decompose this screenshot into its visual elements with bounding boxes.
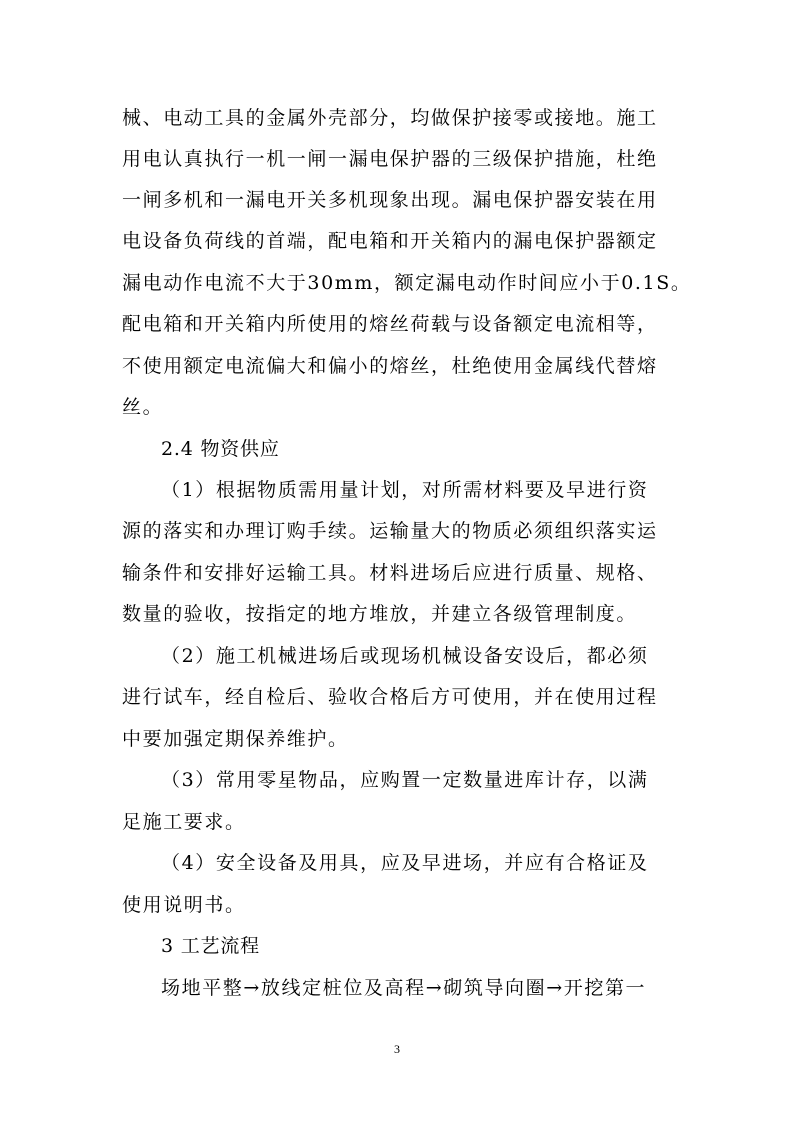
page-number: 3 xyxy=(394,1042,400,1056)
paragraph-line: 用电认真执行一机一闸一漏电保护器的三级保护措施，杜绝 xyxy=(122,148,658,170)
paragraph-line: （2）施工机械进场后或现场机械设备安设后，都必须 xyxy=(161,645,649,667)
paragraph-line: 械、电动工具的金属外壳部分，均做保护接零或接地。施工 xyxy=(122,107,658,129)
paragraph-line: 电设备负荷线的首端，配电箱和开关箱内的漏电保护器额定 xyxy=(122,230,658,252)
paragraph-line: 使用说明书。 xyxy=(122,894,246,916)
paragraph-line: （1）根据物质需用量计划，对所需材料要及早进行资 xyxy=(161,479,649,501)
paragraph-line: 进行试车，经自检后、验收合格后方可使用，并在使用过程 xyxy=(122,686,658,708)
paragraph-line: 场地平整→放线定桩位及高程→砌筑导向圈→开挖第一 xyxy=(161,977,647,999)
paragraph-line: 数量的验收，按指定的地方堆放，并建立各级管理制度。 xyxy=(122,603,638,625)
paragraph-line: 足施工要求。 xyxy=(122,811,246,833)
paragraph-line: 中要加强定期保养维护。 xyxy=(122,728,349,750)
paragraph-line: （4）安全设备及用具，应及早进场，并应有合格证及 xyxy=(161,852,649,874)
section-heading: 2.4 物资供应 xyxy=(161,438,280,460)
paragraph-line: 一闸多机和一漏电开关多机现象出现。漏电保护器安装在用 xyxy=(122,189,658,211)
section-heading: 3 工艺流程 xyxy=(161,935,260,957)
paragraph-line: （3）常用零星物品，应购置一定数量进库计存，以满 xyxy=(161,769,649,791)
paragraph-line: 输条件和安排好运输工具。材料进场后应进行质量、规格、 xyxy=(122,562,658,584)
paragraph-line: 丝。 xyxy=(122,396,164,418)
paragraph-line: 配电箱和开关箱内所使用的熔丝荷载与设备额定电流相等， xyxy=(122,313,658,335)
paragraph-line: 漏电动作电流不大于30mm，额定漏电动作时间应小于0.1S。 xyxy=(122,272,692,294)
paragraph-line: 不使用额定电流偏大和偏小的熔丝，杜绝使用金属线代替熔 xyxy=(122,355,658,377)
paragraph-line: 源的落实和办理订购手续。运输量大的物质必须组织落实运 xyxy=(122,520,658,542)
